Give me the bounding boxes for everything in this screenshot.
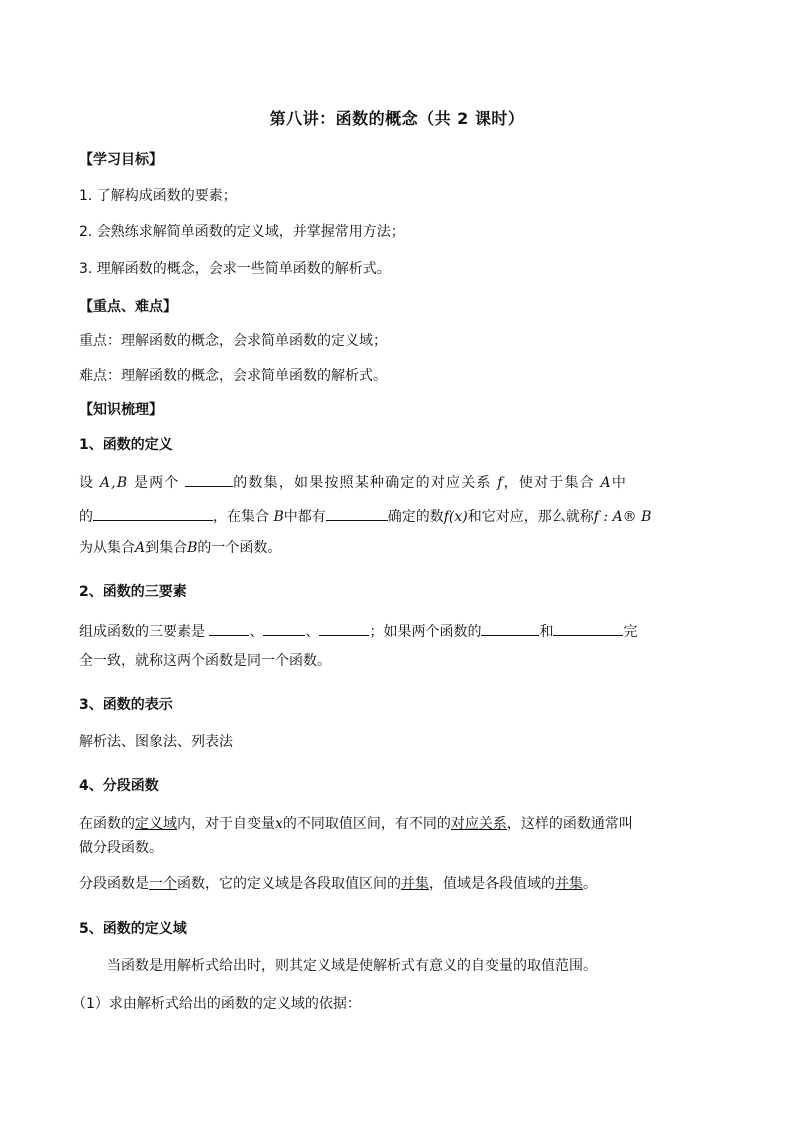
fill-blank: [553, 619, 623, 636]
piecewise-line-1: [79, 814, 633, 834]
separator: 、: [249, 624, 264, 640]
function-fx: f(x): [443, 509, 468, 525]
goal-item: 1. 了解构成函数的要素；: [79, 188, 237, 204]
three-elements-line-2: 全一致，就称这两个函数是同一个函数。: [79, 653, 331, 669]
text: 完: [623, 624, 638, 640]
section-5-heading: 5、函数的定义域: [79, 921, 187, 937]
variable-x: x: [275, 816, 283, 832]
knowledge-heading: 【知识梳理】: [79, 402, 163, 418]
section-1-heading: 1、函数的定义: [79, 437, 173, 453]
definition-line-3: [79, 538, 281, 558]
text: 中都有: [283, 509, 326, 525]
fill-blank: [326, 504, 388, 521]
text: ，值域是各段值域的: [429, 876, 555, 892]
text: 中: [611, 475, 628, 491]
fill-blank: [319, 619, 369, 636]
fill-blank: [481, 619, 539, 636]
text: 设: [79, 475, 100, 491]
text: 到集合: [145, 540, 188, 556]
text: 的数集，如果按照某种确定的对应关系: [233, 475, 492, 491]
section-4-heading: 4、分段函数: [79, 778, 159, 794]
text: 的一个函数。: [197, 540, 282, 556]
set-B: B: [187, 540, 198, 556]
text: 和: [539, 624, 554, 640]
three-elements-line-1: [79, 619, 637, 642]
piecewise-line-3: [79, 874, 597, 894]
text: 的: [79, 509, 93, 525]
section-2-heading: 2、函数的三要素: [79, 584, 187, 600]
text: ，这样的函数通常叫: [506, 816, 633, 832]
text: 和它对应，那么就称: [467, 509, 594, 525]
set-A: A: [135, 540, 146, 556]
focus-heading: 【重点、难点】: [79, 299, 177, 315]
underlined-term: 并集: [401, 876, 429, 892]
goal-item: 3. 理解函数的概念，会求一些简单函数的解析式。: [79, 261, 391, 277]
goal-item: 2. 会熟练求解简单函数的定义域，并掌握常用方法；: [79, 224, 405, 240]
underlined-term: 定义域: [135, 816, 177, 832]
learning-goals-heading: 【学习目标】: [79, 152, 163, 168]
representation-methods: 解析法、图象法、列表法: [79, 734, 233, 750]
underlined-term: 一个: [149, 876, 177, 892]
fill-blank: [209, 619, 249, 636]
text: 函数，它的定义域是各段取值区间的: [177, 876, 401, 892]
separator: 、: [305, 624, 320, 640]
text: 内，对于自变量: [177, 816, 275, 832]
focus-key-point: 重点：理解函数的概念，会求简单函数的定义域；: [79, 333, 387, 349]
text: 的不同取值区间，有不同的: [282, 816, 451, 832]
definition-line-2: [79, 504, 651, 527]
mapping-f-A-to-B: f : A® B: [593, 509, 652, 525]
fill-blank: [263, 619, 305, 636]
set-AB: A,B: [99, 475, 129, 491]
definition-line-1: [79, 470, 627, 493]
piecewise-line-2: 做分段函数。: [79, 840, 163, 856]
text: ，在集合: [213, 509, 269, 525]
text: ，使对于集合: [503, 475, 595, 491]
underlined-term: 并集: [555, 876, 583, 892]
domain-subsection-1: （1）求由解析式给出的函数的定义域的依据：: [72, 996, 361, 1012]
function-f: f: [497, 475, 504, 491]
text: 。: [583, 876, 597, 892]
text: 在函数的: [79, 816, 135, 832]
text: 确定的数: [387, 509, 444, 525]
set-A: A: [600, 475, 612, 491]
focus-hard-point: 难点：理解函数的概念，会求简单函数的解析式。: [79, 368, 387, 384]
page-title: 第八讲：函数的概念（共 2 课时）: [269, 109, 525, 128]
text: 为从集合: [79, 540, 135, 556]
fill-blank: [93, 504, 213, 521]
text: 组成函数的三要素是: [79, 624, 205, 640]
text: 分段函数是: [79, 876, 149, 892]
fill-blank: [185, 470, 233, 487]
set-B: B: [273, 509, 284, 525]
domain-paragraph: 当函数是用解析式给出时，则其定义域是使解析式有意义的自变量的取值范围。: [107, 958, 597, 974]
text: ；如果两个函数的: [369, 624, 482, 640]
underlined-term: 对应关系: [450, 816, 507, 832]
section-3-heading: 3、函数的表示: [79, 697, 173, 713]
text: 是两个: [128, 475, 180, 491]
